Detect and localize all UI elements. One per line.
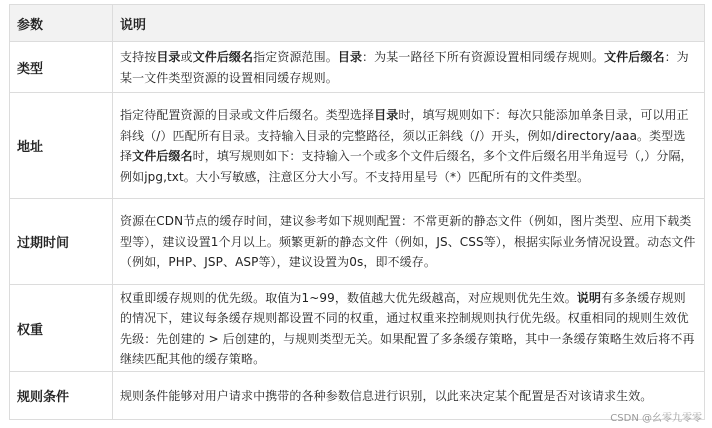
row-desc: [113, 42, 705, 93]
row-name: 地址: [10, 93, 113, 199]
desc-text: 资源在CDN节点的缓存时间，建议参考如下规则配置：不常更新的静态文件（例如，图片类型、应用下载类型等），建议设置1个月以上。频繁更新的静态文件（例如，JS、CSS等），根据实际业务情况设置。动态文件（例如，PHP、JSP、ASP等），建议设置为0s，即不缓存。: [120, 214, 696, 270]
table-header-row: [10, 5, 705, 42]
row-name: 规则条件: [10, 372, 113, 420]
row-name: 权重: [10, 285, 113, 372]
table-row: [10, 93, 705, 199]
row-desc: [113, 199, 705, 285]
table-row: [10, 42, 705, 93]
csdn-watermark: CSDN @幺零九零零: [610, 413, 702, 424]
desc-text: 时，填写规则如下：每次只能添加单条目录，可以用正斜线（/）匹配所有目录。支持输入目录的完整路径，须以正斜线（/）开头，例如/directory/aaa。类型选择: [120, 108, 689, 163]
desc-text: 支持按: [120, 50, 157, 64]
bold-term: 目录: [337, 50, 363, 64]
table-row: [10, 285, 705, 372]
bold-term: 目录: [374, 108, 399, 122]
header-desc: 说明: [113, 5, 705, 42]
cache-rules-table: [9, 4, 705, 420]
row-name: 过期时间: [10, 199, 113, 285]
bold-term: 目录: [156, 50, 181, 64]
row-desc: [113, 93, 705, 199]
desc-text: 权重即缓存规则的优先级。取值为1~99，数值越大优先级越高，对应规则优先生效。: [120, 290, 577, 305]
table-row: [10, 372, 705, 420]
header-param: 参数: [10, 5, 113, 42]
bold-term: 文件后缀名: [132, 149, 193, 163]
bold-term: 说明: [576, 290, 602, 305]
desc-text: ：为某一文件类型资源的设置相同缓存规则。: [120, 50, 689, 85]
desc-text: 指定资源范围。: [253, 50, 338, 64]
desc-text: 有多条缓存规则的情况下，建议每条缓存规则都设置不同的权重，通过权重来控制规则执行优先级。权重相同的规则生效优先级：先创建的 > 后创建的，与规则类型无关。如果配置了多条缓存策略，其中一条缓存策略生效后将不再继续匹配其他的缓存策略。: [120, 290, 695, 366]
table-row: [10, 199, 705, 285]
desc-text: 或: [180, 50, 193, 64]
desc-text: 指定待配置资源的目录或文件后缀名。类型选择: [120, 108, 375, 122]
desc-text: 时，填写规则如下：支持输入一个或多个文件后缀名，多个文件后缀名用半角逗号（,）分隔，例如jpg,txt。大小写敏感，注意区分大小写。不支持用星号（*）匹配所有的文件类型。: [120, 149, 693, 184]
desc-text: ：为某一路径下所有资源设置相同缓存规则。: [362, 50, 605, 64]
row-desc: [113, 285, 705, 372]
bold-term: 文件后缀名: [604, 50, 665, 64]
row-name: 类型: [10, 42, 113, 93]
bold-term: 文件后缀名: [192, 50, 254, 64]
desc-text: 规则条件能够对用户请求中携带的各种参数信息进行识别，以此来决定某个配置是否对该请求生效。: [120, 388, 653, 403]
